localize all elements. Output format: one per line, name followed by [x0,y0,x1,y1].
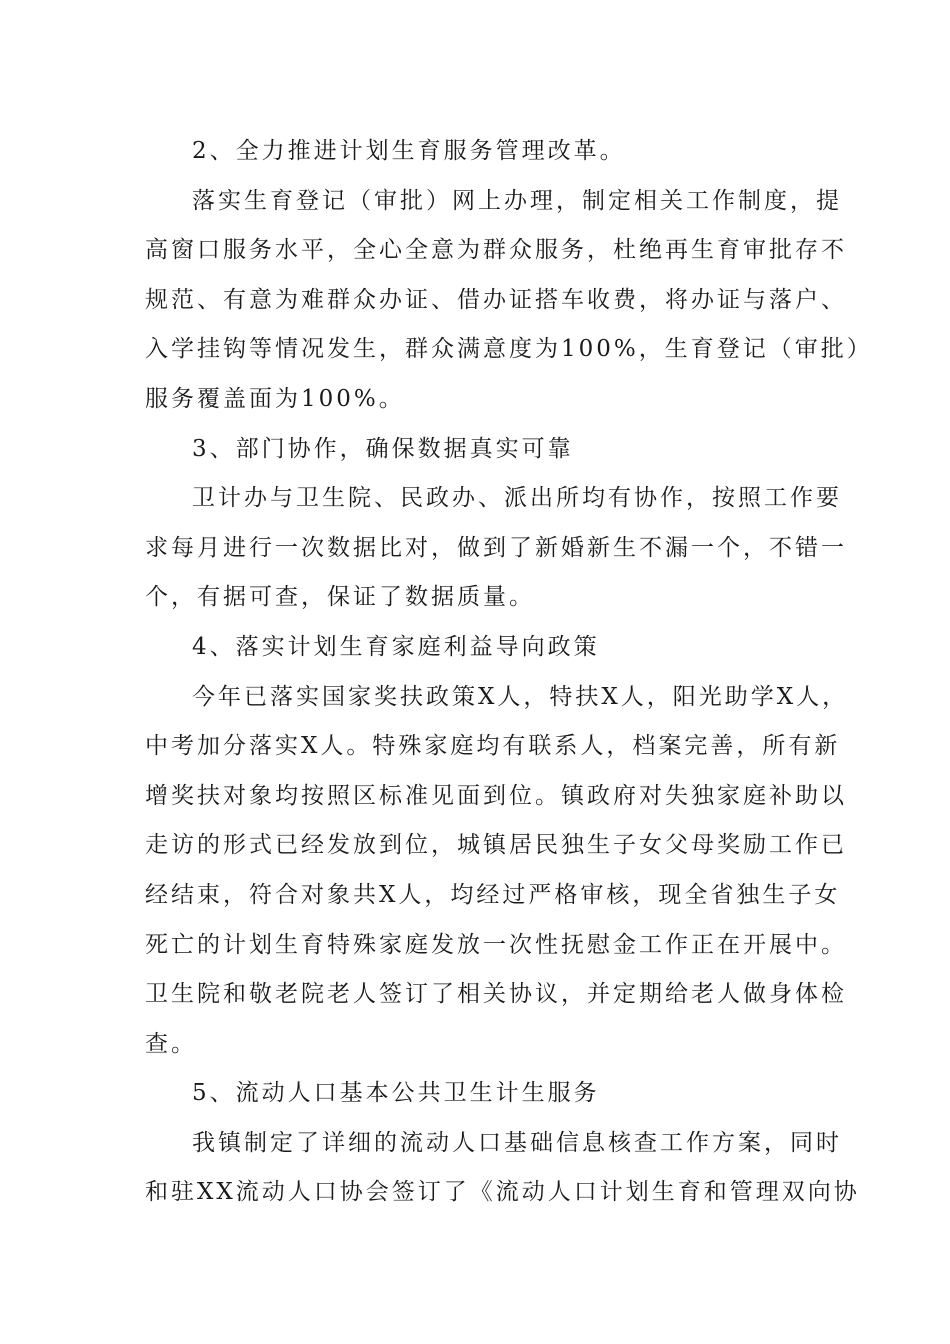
paragraph-line: 我镇制定了详细的流动人口基础信息核查工作方案，同时 [192,1129,842,1156]
paragraph-line: 服务覆盖面为100%。 [145,385,405,412]
document-body [145,127,873,1218]
paragraph-line: 今年已落实国家奖扶政策X人，特扶X人，阳光助学X人， [192,683,849,710]
paragraph-line: 卫计办与卫生院、民政办、派出所均有协作，按照工作要 [192,485,842,512]
paragraph-line: 经结束，符合对象共X人，均经过严格审核，现全省独生子女 [145,881,841,908]
paragraph-line: 死亡的计划生育特殊家庭发放一次性抚慰金工作正在开展中。 [145,931,847,958]
paragraph-line: 入学挂钩等情况发生，群众满意度为100%，生育登记（审批） [145,336,873,363]
paragraph-line: 查。 [145,1030,197,1057]
paragraph-line: 规范、有意为难群众办证、借办证搭车收费，将办证与落户、 [145,286,847,313]
paragraph-line: 高窗口服务水平，全心全意为群众服务，杜绝再生育审批存不 [145,237,847,264]
section-heading-5: 5、流动人口基本公共卫生计生服务 [192,1080,600,1107]
paragraph-line: 中考加分落实X人。特殊家庭均有联系人，档案完善，所有新 [145,733,841,760]
section-heading-3: 3、部门协作，确保数据真实可靠 [192,435,574,462]
paragraph-line: 增奖扶对象均按照区标准见面到位。镇政府对失独家庭补助以 [145,782,847,809]
paragraph-line: 卫生院和敬老院老人签订了相关协议，并定期给老人做身体检 [145,981,847,1008]
paragraph-line: 和驻XX流动人口协会签订了《流动人口计划生育和管理双向协 [145,1179,860,1206]
paragraph-line: 走访的形式已经发放到位，城镇居民独生子女父母奖励工作已 [145,832,847,859]
paragraph-line: 个，有据可查，保证了数据质量。 [145,584,535,611]
section-heading-4: 4、落实计划生育家庭利益导向政策 [192,633,600,660]
paragraph-line: 求每月进行一次数据比对，做到了新婚新生不漏一个，不错一 [145,534,847,561]
paragraph-line: 落实生育登记（审批）网上办理，制定相关工作制度，提 [192,187,842,214]
section-heading-2: 2、全力推进计划生育服务管理改革。 [192,138,626,164]
